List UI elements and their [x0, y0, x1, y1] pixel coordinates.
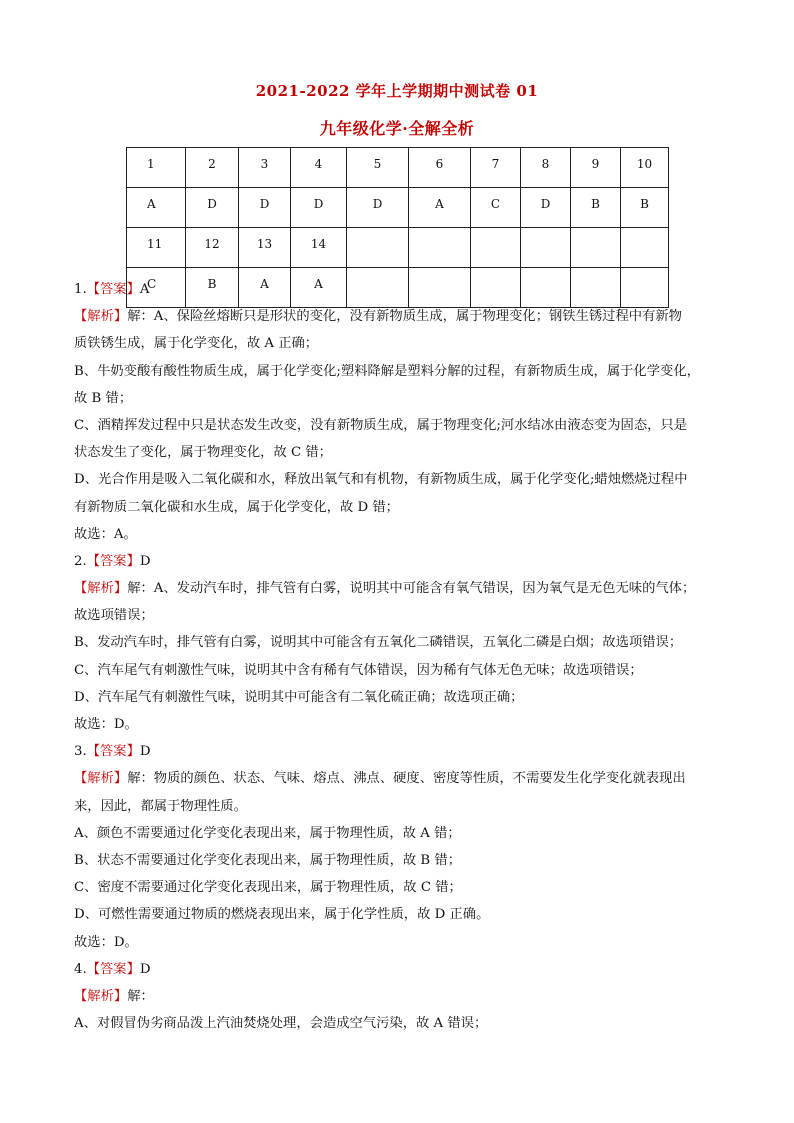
answer-table-cell: 12	[186, 228, 239, 268]
answer-table-row	[127, 148, 669, 188]
body-line: D、可燃性需要通过物质的燃烧表现出来，属于化学性质，故 D 正确。	[74, 907, 490, 923]
answer-table-row	[127, 188, 669, 228]
body-line: D、汽车尾气有刺激性气味，说明其中可能含有二氧化硫正确；故选项正确；	[74, 689, 524, 705]
answer-table-cell: A	[127, 188, 186, 228]
answer-table-cell: D	[186, 188, 239, 228]
body-line: 故选：D。	[74, 934, 138, 950]
body-line: C、汽车尾气有刺激性气味，说明其中含有稀有气体错误，因为稀有气体无色无味；故选项错误；	[74, 662, 643, 678]
answer-label: 【答案】	[86, 282, 140, 297]
body-line: C、酒精挥发过程中只是状态发生改变，没有新物质生成，属于物理变化;河水结冰由液态变为固态，只是	[74, 417, 688, 433]
answer-table-cell: 13	[239, 228, 291, 268]
body-line: B、牛奶变酸有酸性物质生成，属于化学变化;塑料降解是塑料分解的过程，有新物质生成，属于化学变化，	[74, 363, 700, 379]
question-number: 4.	[74, 961, 87, 977]
body-line: B、状态不需要通过化学变化表现出来，属于物理性质，故 B 错；	[74, 852, 462, 868]
answer-table-cell: B	[186, 268, 239, 308]
answer-table-cell: C	[471, 188, 521, 228]
answer-table-cell: D	[239, 188, 291, 228]
answer-table-cell: 8	[521, 148, 571, 188]
answer-table-cell	[621, 228, 669, 268]
body-line: 故选项错误；	[74, 608, 154, 624]
answer-value: D	[139, 553, 151, 569]
analysis-label: 【解析】	[74, 988, 128, 1004]
answer-table-cell	[471, 228, 521, 268]
page-subtitle: 九年级化学·全解全析	[319, 119, 475, 138]
answer-value: D	[139, 744, 151, 760]
body-line: D、光合作用是吸入二氧化碳和水，释放出氧气和有机物，有新物质生成，属于化学变化;蜡烛燃烧过程中	[74, 472, 688, 488]
answer-table-cell: 9	[571, 148, 621, 188]
answer-table-cell: 14	[291, 228, 347, 268]
answer-value: A	[139, 282, 150, 297]
analysis-text: 解：A、发动汽车时，排气管有白雾，说明其中可能含有氧气错误，因为氧气是无色无味的气体；	[127, 581, 696, 597]
analysis-text: 解：	[127, 988, 154, 1004]
answer-table-cell: 1	[127, 148, 186, 188]
answer-table-cell: D	[291, 188, 347, 228]
answer-table-cell: B	[621, 188, 669, 228]
answer-table-cell	[571, 228, 621, 268]
body-line: C、密度不需要通过化学变化表现出来，属于物理性质，故 C 错；	[74, 880, 462, 896]
answer-table-row	[127, 228, 669, 268]
analysis-line	[74, 575, 724, 602]
answer-label: 【答案】	[86, 744, 140, 760]
question-number: 2.	[74, 553, 87, 569]
answer-table-cell: 4	[291, 148, 347, 188]
answer-heading	[74, 548, 724, 575]
solution-text	[74, 276, 724, 1037]
answer-table-cell: D	[347, 188, 409, 228]
answer-table-cell	[521, 228, 571, 268]
answer-heading	[74, 738, 724, 765]
analysis-text: 解：物质的颜色、状态、气味、熔点、沸点、硬度、密度等性质，不需要发生化学变化就表现出	[127, 771, 686, 787]
page-title: 2021-2022 学年上学期期中测试卷 01	[255, 82, 539, 100]
answer-table-cell: A	[291, 268, 347, 308]
body-line: A、对假冒伪劣商品泼上汽油焚烧处理，会造成空气污染，故 A 错误；	[74, 1016, 488, 1032]
body-line: 有新物质二氧化碳和水生成，属于化学变化，故 D 错；	[74, 499, 399, 515]
body-line: 状态发生了变化，属于物理变化，故 C 错；	[74, 445, 332, 461]
answer-table-cell: 6	[409, 148, 471, 188]
answer-table-cell	[347, 228, 409, 268]
body-line: 故 B 错；	[74, 390, 133, 406]
answer-heading	[74, 956, 724, 983]
analysis-line	[74, 765, 724, 792]
answer-table-cell: 11	[127, 228, 186, 268]
body-line: B、发动汽车时，排气管有白雾，说明其中可能含有五氧化二磷错误，五氧化二磷是白烟；故选项错误；	[74, 635, 683, 651]
analysis-line	[74, 983, 724, 1010]
body-line: 故选：A。	[74, 526, 137, 542]
question-number: 1.	[74, 282, 87, 297]
answer-table-cell: A	[239, 268, 291, 308]
question-number: 3.	[74, 744, 87, 760]
analysis-label: 【解析】	[74, 309, 128, 325]
body-line: 来，因此，都属于物理性质。	[74, 798, 247, 814]
answer-table-cell: D	[521, 188, 571, 228]
answer-table-cell: 3	[239, 148, 291, 188]
answer-table-cell: C	[127, 268, 186, 308]
answer-table-cell: B	[571, 188, 621, 228]
answer-heading	[74, 276, 724, 303]
analysis-text: 解：A、保险丝熔断只是形状的变化，没有新物质生成，属于物理变化；钢铁生锈过程中有新物	[127, 309, 682, 325]
analysis-line	[74, 303, 724, 330]
answer-label: 【答案】	[86, 961, 140, 977]
analysis-label: 【解析】	[74, 771, 128, 787]
answer-value: D	[139, 961, 151, 977]
answer-table-cell: 10	[621, 148, 669, 188]
answer-table-cell: A	[409, 188, 471, 228]
body-line: 质铁锈生成，属于化学变化，故 A 正确；	[74, 336, 319, 352]
answer-table-cell: 5	[347, 148, 409, 188]
body-line: 故选：D。	[74, 717, 138, 732]
answer-table-cell: 2	[186, 148, 239, 188]
analysis-label: 【解析】	[74, 581, 128, 597]
body-line: A、颜色不需要通过化学变化表现出来，属于物理性质，故 A 错；	[74, 825, 461, 841]
answer-table-cell: 7	[471, 148, 521, 188]
answer-label: 【答案】	[86, 553, 140, 569]
answer-table-cell	[409, 228, 471, 268]
